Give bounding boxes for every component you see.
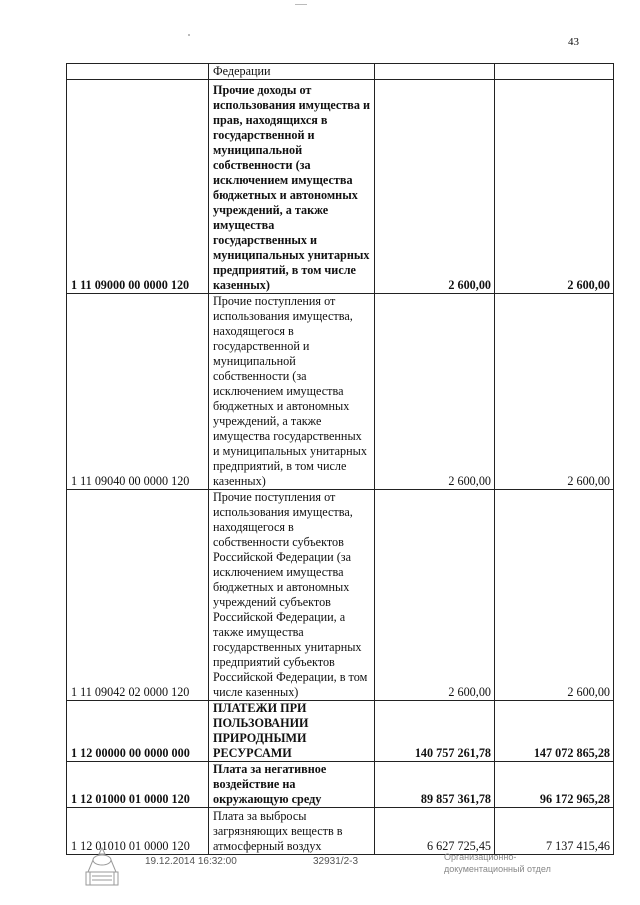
row-value-2: 147 072 865,28 [495,701,614,762]
row-code [67,64,209,80]
emblem-stamp-icon [82,845,122,889]
row-code: 1 12 01000 01 0000 120 [67,762,209,808]
budget-table [66,63,614,855]
table-row [67,490,614,701]
document-footer [0,845,640,895]
row-value-1: 140 757 261,78 [375,701,495,762]
row-value-1: 2 600,00 [375,490,495,701]
row-value-2: 7 137 415,46 [495,808,614,855]
row-code: 1 11 09040 00 0000 120 [67,294,209,490]
footer-dept-line-2: документационный отдел [444,864,551,874]
row-value-1: 89 857 361,78 [375,762,495,808]
row-name: Федерации [209,64,375,80]
row-value-1 [375,64,495,80]
row-value-2: 96 172 965,28 [495,762,614,808]
row-code: 1 11 09000 00 0000 120 [67,80,209,294]
row-value-1: 2 600,00 [375,294,495,490]
table-row [67,80,614,294]
table-row [67,64,614,80]
row-value-2 [495,64,614,80]
row-code: 1 12 01010 01 0000 120 [67,808,209,855]
footer-dept-line-1: Организационно- [444,852,517,862]
table-row [67,701,614,762]
table-row [67,294,614,490]
row-name: Плата за выбросы загрязняющих веществ в атмосферный воздух [209,808,375,855]
row-code: 1 12 00000 00 0000 000 [67,701,209,762]
row-value-2: 2 600,00 [495,80,614,294]
row-name: ПЛАТЕЖИ ПРИ ПОЛЬЗОВАНИИ ПРИРОДНЫМИ РЕСУРСАМИ [209,701,375,762]
row-value-2: 2 600,00 [495,490,614,701]
scan-mark [295,4,307,5]
row-name: Прочие доходы от использования имущества и прав, находящихся в государственной и муниципальной собственности (за исключением имущества бюджетных и автономных учреждений, а также имущества государственных и муниципальных унитарных предприятий, в том числе казенных) [209,80,375,294]
footer-department [444,851,551,875]
row-value-2: 2 600,00 [495,294,614,490]
footer-doc-id: 32931/2-3 [313,856,359,867]
footer-timestamp: 19.12.2014 16:32:00 [145,856,237,867]
row-value-1: 2 600,00 [375,80,495,294]
row-name: Прочие поступления от использования имущества, находящегося в государственной и муниципальной собственности (за исключением имущества бюджетных и автономных учреждений, а также имущества государственных и муниципальных унитарных предприятий, в том числе казенных) [209,294,375,490]
row-code: 1 11 09042 02 0000 120 [67,490,209,701]
page-number: 43 [568,36,579,48]
scan-dot [188,34,190,36]
row-value-1: 6 627 725,45 [375,808,495,855]
row-name: Плата за негативное воздействие на окружающую среду [209,762,375,808]
row-name: Прочие поступления от использования имущества, находящегося в собственности субъектов Российской Федерации (за исключением имущества бюджетных и автономных учреждений субъектов Российской Федерации, а также имущества государственных унитарных предприятий субъектов Российской Федерации, в том числе казенных) [209,490,375,701]
table-row [67,762,614,808]
